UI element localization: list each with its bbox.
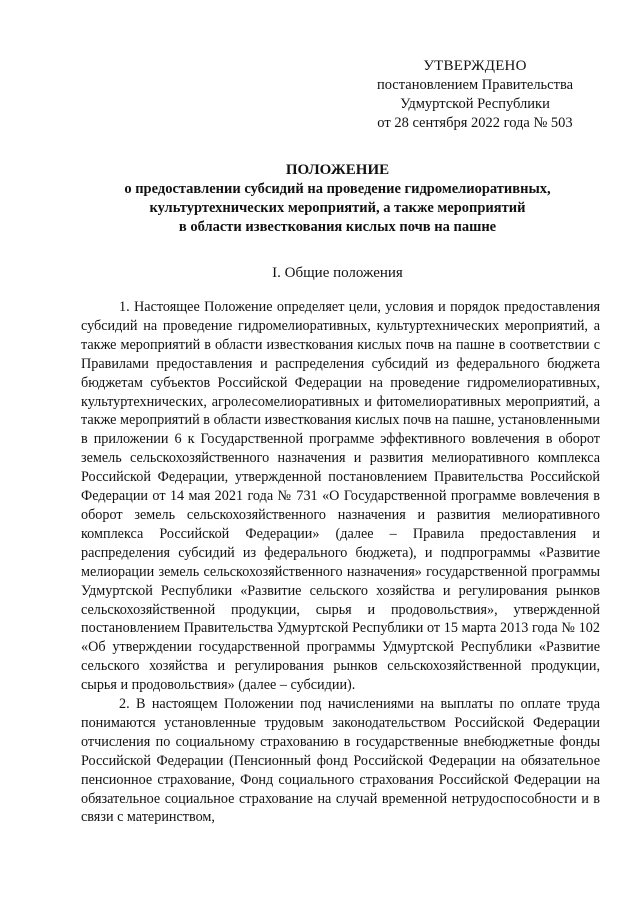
approval-line-3: от 28 сентября 2022 года № 503	[377, 115, 573, 131]
paragraph-1: 1. Настоящее Положение определяет цели, условия и порядок предоставления субсидий на проведение гидромелиоративных, культуртехнических мероприятий, а также мероприятий в области известкования кислых почв на пашне в соответствии с Правилами предоставления и распределения субсидий из федерального бюджета бюджетам субъектов Российской Федерации на проведение гидромелиоративных, культуртехнических, агролесомелиоративных и фитомелиоративных мероприятий, а также мероприятий в области известкования кислых почв на пашне, установленными в приложении 6 к Государственной программе эффективного вовлечения в оборот земель сельскохозяйственного назначения и развития мелиоративного комплекса Российской Федерации, утвержденной постановлением Правительства Российской Федерации от 14 мая 2021 года № 731 «О Государственной программе вовлечения в оборот земель сельскохозяйственного назначения и развития мелиоративного комплекса Российской Федерации» (далее – Правила предоставления и распределения субсидий из федерального бюджета), и подпрограммы «Развитие мелиорации земель сельскохозяйственного назначения» государственной программы Удмуртской Республики «Развитие сельского хозяйства и регулирования рынков сельскохозяйственной продукции, сырья и продовольствия», утвержденной постановлением Правительства Удмуртской Республики от 15 марта 2013 года № 102 «Об утверждении государственной программы Удмуртской Республики «Развитие сельского хозяйства и регулирования рынков сельскохозяйственной продукции, сырья и продовольствия» (далее – субсидии).	[81, 299, 600, 694]
document-title-line-1: о предоставлении субсидий на проведение гидромелиоративных,	[124, 181, 551, 197]
section-heading: I. Общие положения	[272, 265, 403, 281]
document-title	[60, 161, 615, 237]
approval-line-2: Удмуртской Республики	[400, 96, 550, 112]
approval-stamp-title: УТВЕРЖДЕНО	[423, 58, 527, 74]
document-title-line-3: в области известкования кислых почв на пашне	[178, 219, 497, 235]
document-title-line-2: культуртехнических мероприятий, а также мероприятий	[149, 200, 526, 216]
paragraph-2: 2. В настоящем Положении под начислениями на выплаты по оплате труда понимаются установленные трудовым законодательством Российской Федерации отчисления по социальному страхованию в государственные внебюджетные фонды Российской Федерации (Пенсионный фонд Российской Федерации на обязательное пенсионное страхование, Фонд социального страхования Российской Федерации на обязательное социальное страхование на случай временной нетрудоспособности и в связи с материнством,	[81, 696, 600, 826]
document-title-heading: ПОЛОЖЕНИЕ	[285, 162, 390, 178]
approval-stamp	[370, 57, 580, 133]
approval-line-1: постановлением Правительства	[376, 77, 574, 93]
document-body	[81, 298, 600, 827]
